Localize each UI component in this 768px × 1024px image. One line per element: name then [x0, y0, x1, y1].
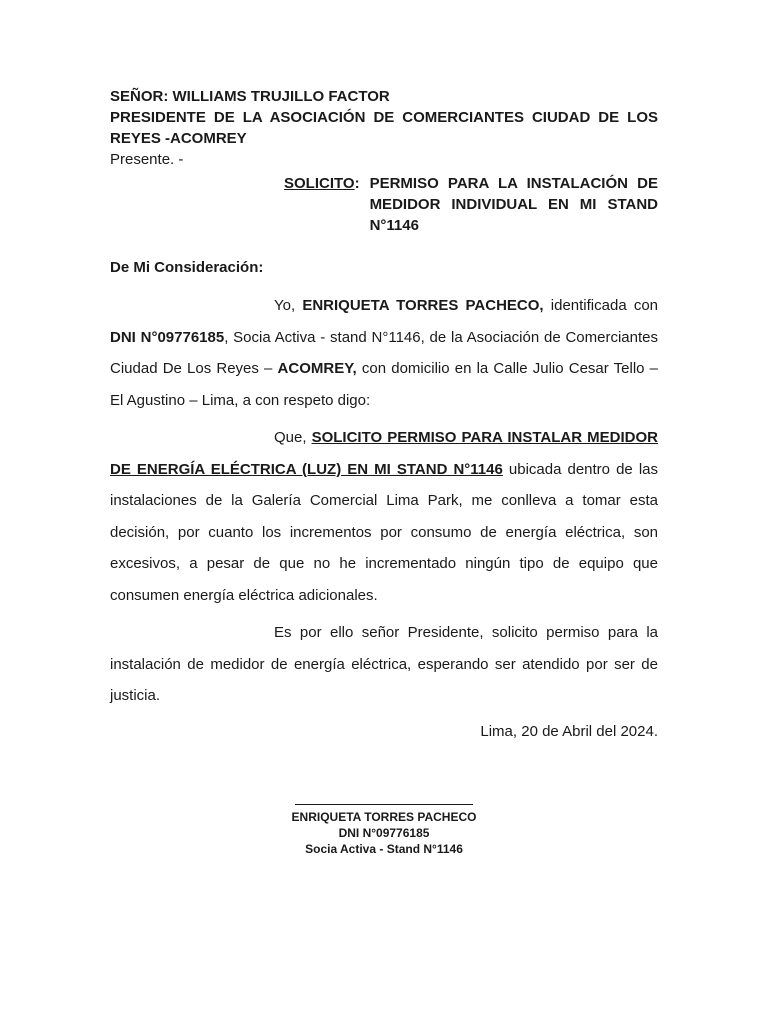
signature-name: ENRIQUETA TORRES PACHECO [291, 810, 477, 824]
recipient-name: SEÑOR: WILLIAMS TRUJILLO FACTOR [110, 88, 390, 105]
subject-text: PERMISO PARA LA INSTALACIÓN DE MEDIDOR INDIVIDUAL EN MI STAND N°1146 [369, 175, 658, 234]
subject-label: SOLICITO: [284, 175, 360, 192]
paragraph-closing: Es por ello señor Presidente, solicito permiso para la instalación de medidor de energía eléctrica, esperando ser atendido por ser de justicia. [110, 624, 658, 704]
signature-block [288, 804, 480, 857]
recipient-title: PRESIDENTE DE LA ASOCIACIÓN DE COMERCIANTES CIUDAD DE LOS REYES -ACOMREY [110, 109, 658, 147]
signature-line [295, 804, 473, 805]
letter-date: Lima, 20 de Abril del 2024. [480, 722, 658, 740]
greeting: De Mi Consideración: [110, 259, 264, 276]
presente: Presente. - [110, 151, 184, 168]
paragraph-request: Que, SOLICITO PERMISO PARA INSTALAR MEDIDOR DE ENERGÍA ELÉCTRICA (LUZ) EN MI STAND N°1146 ubicada dentro de las instalaciones de la Galería Comercial Lima Park, me conlleva a tomar esta decisión, por cuanto los incrementos por consumo de energía eléctrica, son excesivos, a pesar de que no he incrementado ningún tipo de equipo que consumen energía eléctrica adicionales. [110, 429, 658, 604]
paragraph-identification: Yo, ENRIQUETA TORRES PACHECO, identificada con DNI N°09776185, Socia Activa - stand N°1146, de la Asociación de Comerciantes Ciudad De Los Reyes – ACOMREY, con domicilio en la Calle Julio Cesar Tello – El Agustino – Lima, a con respeto digo: [110, 297, 659, 409]
signature-dni: DNI N°09776185 [338, 826, 430, 840]
subject-block [284, 173, 658, 236]
signature-role: Socia Activa - Stand N°1146 [305, 842, 463, 856]
letter-body [110, 86, 658, 742]
